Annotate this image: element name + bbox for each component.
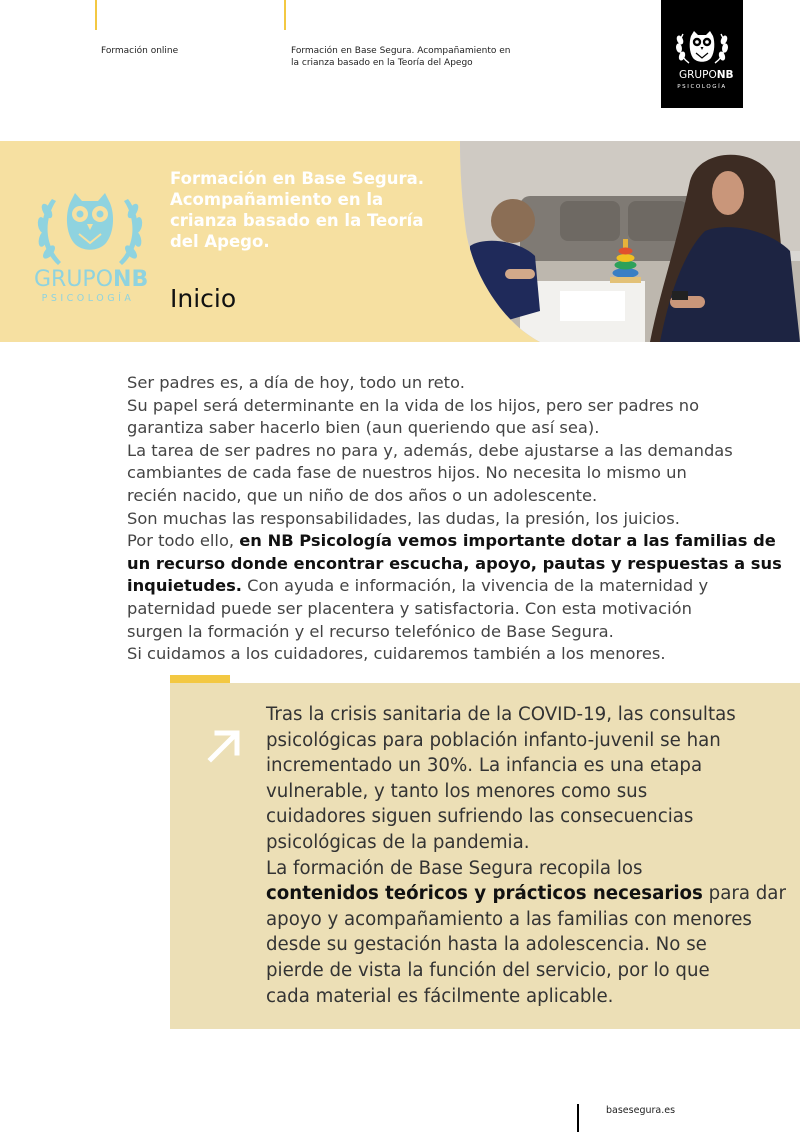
header-label-online: Formación online: [101, 46, 179, 56]
intro-line: La tarea de ser padres no para y, además, debe ajustarse a las demandas: [127, 440, 733, 460]
logo-subtitle: PSICOLOGÍA: [677, 84, 727, 90]
intro-highlight: en NB Psicología vemos importante dotar a las familias de: [239, 531, 776, 551]
callout-accent-tab: [170, 675, 230, 683]
owl-icon: [690, 31, 715, 62]
logo-subtitle: PSICOLOGÍA: [41, 293, 135, 304]
intro-line: [127, 553, 782, 576]
banner-title-line: Formación en Base Segura.: [170, 169, 424, 188]
banner-title-line: crianza basado en la Teoría: [170, 211, 424, 230]
page-title: Inicio: [170, 284, 237, 313]
intro-line: Su papel será determinante en la vida de los hijos, pero ser padres no: [127, 395, 700, 415]
intro-highlight: inquietudes.: [127, 576, 242, 596]
callout-line: incrementado un 30%. La infancia es una etapa: [266, 755, 703, 777]
hero-banner: [0, 141, 800, 342]
intro-line: recién nacido, que un niño de dos años o un adolescente.: [127, 485, 598, 505]
intro-text: [127, 372, 782, 666]
grupo-nb-logo-dark[interactable]: [661, 0, 743, 108]
intro-line: surgen la formación y el recurso telefónico de Base Segura.: [127, 621, 614, 641]
intro-line: Si cuidamos a los cuidadores, cuidaremos también a los menores.: [127, 644, 666, 664]
grupo-nb-logo-banner: [30, 187, 150, 309]
footer-website-link[interactable]: basesegura.es: [606, 1105, 676, 1116]
header-course-line: Formación en Base Segura. Acompañamiento en: [291, 46, 511, 56]
intro-plain: Con ayuda e información, la vivencia de la maternidad y: [242, 576, 709, 596]
banner-title-line: Acompañamiento en la: [170, 190, 384, 209]
footer-divider: [577, 1104, 579, 1132]
header-course-line: la crianza basado en la Teoría del Apego: [291, 58, 473, 68]
callout-plain: para dar: [702, 883, 786, 905]
callout-line: cada material es fácilmente aplicable.: [266, 985, 614, 1007]
header-course-title: [291, 45, 511, 69]
intro-line: garantiza saber hacerlo bien (aun queriendo que así sea).: [127, 418, 600, 438]
owl-icon: [67, 193, 113, 250]
callout-line: La formación de Base Segura recopila los: [266, 857, 643, 879]
callout-box: [170, 683, 800, 1029]
arrow-up-right-icon: [205, 727, 243, 765]
callout-line: Tras la crisis sanitaria de la COVID-19, las consultas: [266, 704, 736, 725]
callout-line: apoyo y acompañamiento a las familias con menores: [266, 908, 752, 930]
callout-line: psicológicas para población infanto-juvenil se han: [266, 729, 721, 751]
callout-text: [266, 702, 786, 1009]
banner-title: [170, 168, 470, 252]
intro-line: paternidad puede ser placentera y satisfactoria. Con esta motivación: [127, 598, 692, 618]
callout-line: vulnerable, y tanto los menores como sus: [266, 780, 648, 802]
intro-line: [127, 530, 776, 553]
intro-line: Son muchas las responsabilidades, las dudas, la presión, los juicios.: [127, 508, 680, 528]
callout-line: cuidadores siguen sufriendo las consecuencias: [266, 806, 694, 828]
logo-wordmark: GRUPONB: [34, 267, 149, 292]
intro-plain: Por todo ello,: [127, 531, 240, 551]
intro-line: [127, 575, 767, 598]
callout-line: [266, 881, 786, 907]
callout-line: pierde de vista la función del servicio, por lo que: [266, 959, 710, 981]
intro-line: Ser padres es, a día de hoy, todo un reto.: [127, 373, 465, 392]
logo-wordmark: GRUPONB: [679, 69, 734, 81]
intro-line: cambiantes de cada fase de nuestros hijos. No necesita lo mismo un: [127, 463, 687, 483]
callout-highlight: contenidos teóricos y prácticos necesarios: [266, 883, 703, 905]
intro-highlight: un recurso donde encontrar escucha, apoyo, pautas y respuestas a sus: [127, 553, 782, 573]
callout-line: psicológicas de la pandemia.: [266, 831, 530, 853]
banner-title-line: del Apego.: [170, 232, 270, 251]
header-divider-left: [95, 0, 97, 30]
header-divider-course: [284, 0, 286, 30]
callout-line: desde su gestación hasta la adolescencia. No se: [266, 934, 707, 956]
